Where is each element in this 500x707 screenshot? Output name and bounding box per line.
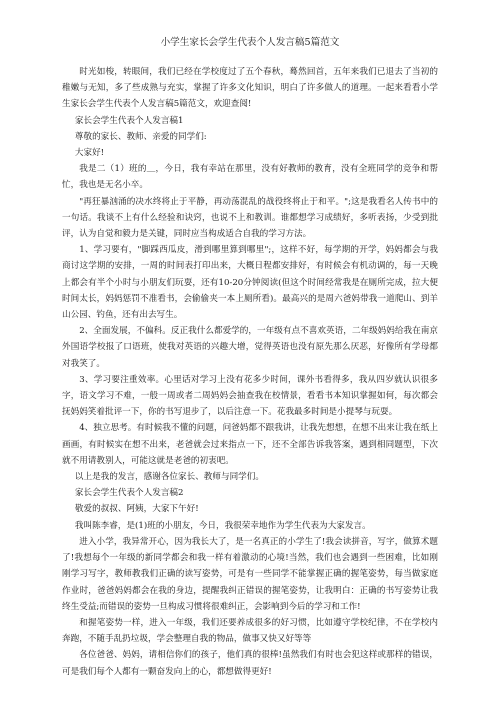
paragraph: 敬爱的叔叔、阿姨，大家下午好! [74,504,199,515]
paragraph: 4、独立思考。有时候我不懂的问题，问爸妈都不跟我讲，让我先想想，在想不出来让我在纸上画画，有时候实在想不出来，老爸就会过来指点一下，还不全部告诉我答案，遇到相同题型，下次就不用请教别人，可能这就是老爸的初衷吧。 [62,423,438,466]
paragraph: 和握笔姿势一样，进入一年级，我们还要养成很多的好习惯，比如遵守学校纪律，不在学校内奔跑，不随手乱扔垃圾，学会整理自我的物品，做事又快又好等等 [62,617,438,645]
paragraph: 家长会学生代表个人发言稿1 [74,115,184,126]
paragraph: 我是二（1）班的＿，今日，我有幸站在那里，没有好教师的教育，没有全班同学的竞争和帮忙，我也是无名小卒。 [62,164,438,191]
paragraph: 家长会学生代表个人发言稿2 [74,488,184,499]
page-title: 小学生家长会学生代表个人发言稿5篇范文 [160,37,340,48]
paragraph: 2、全面发展，不偏科。反正我什么都爱学的，一年级有点不喜欢英语，二年级妈妈给我在南京外国语学校报了口语班，使我对英语的兴趣大增，觉得英语也没有原先那么厌恶，好像所有学母都对我笑了。 [62,326,438,369]
paragraph: 尊敬的家长、教师、亲爱的同学们: [74,131,207,142]
paragraph: 我叫陈李睿，是(1)班的小朋友，今日，我很荣幸地作为学生代表为大家发言。 [74,520,371,531]
document-body [62,64,438,680]
paragraph: 大家好! [74,148,105,159]
paragraph: 3、学习要注重效率。心里话对学习上没有花多少时间，课外书看得多，我从四岁就认识很多字，语文学习不难，一般一周或者二周妈妈会抽查我在校情景，看看书本知识掌握如何，每次都会抚妈妈笑着批评一下，你的书写退步了，以后注意一下。花我最多时间是小提琴与玩耍。 [62,374,438,418]
paragraph: 以上是我的发言，感谢各位家长、教师与同学们。 [74,472,264,483]
paragraph: "再狂暴汹涌的决水终将止于平静，再动荡混乱的战役终将止于和平。";这是我看名人传书中的一句话。我谈不上有什么经验和诀窍，也说不上和教训。谁都想学习成绩好，多听表扬，少受到批评，认为自觉和毅力是关键，同时应当构成适合自我的学习方法。 [62,196,438,240]
paragraph: 时光如梭，转眼间，我们已经在学校度过了五个春秋，蓦然回首，五年来我们已退去了当初的稚嫩与无知，多了些成熟与充实，掌握了许多文化知识，明白了许多做人的道理。一起来看看小学生家长会学生代表个人发言稿5篇范文，欢迎查阅! [62,67,438,110]
paragraph: 进入小学，我异常开心，因为我长大了，是一名真正的小学生了!我会读拼音，写字，做算术题了!我想每个一年级的新同学都会和我一样有着激动的心境!当然，我们也会遇到一些困难，比如刚刚学习写字，教师教我们正确的读写姿势，可是有一些同学不能掌握正确的握笔姿势，每当做家庭作业时，爸爸妈妈都会在我的身边，提醒我纠正错误的握笔姿势，让我明白：正确的书写姿势让我终生受益;而错误的姿势一旦构成习惯将很难纠正，会影响到今后的学习和工作! [62,536,438,612]
paragraph: 1、学习要有，"脚踩西瓜皮，滑到哪里算到哪里";，这样不好，每学期的开学，妈妈都会与我商讨这学期的安排，一周的时间表打印出来，大概日程都安排好，有时候会有机动调的，每一天晚上都会有半个小时与小朋友们玩耍，还有10-20分钟阅读(但这个时间经常我是在厕所完成，拉大便时间太长，妈妈惩罚不准看书，会偷偷夹一本上厕所看)。最高兴的是周六爸妈带我一道爬山、到羊山公园、钓鱼，还有出去写生。 [62,245,438,321]
paragraph: 各位爸爸、妈妈，请相信你们的孩子，他们真的很棒!虽然我们有时也会犯这样或那样的错误，可是我们每个人都有一颗奋发向上的心，都想做得更好! [62,650,438,677]
